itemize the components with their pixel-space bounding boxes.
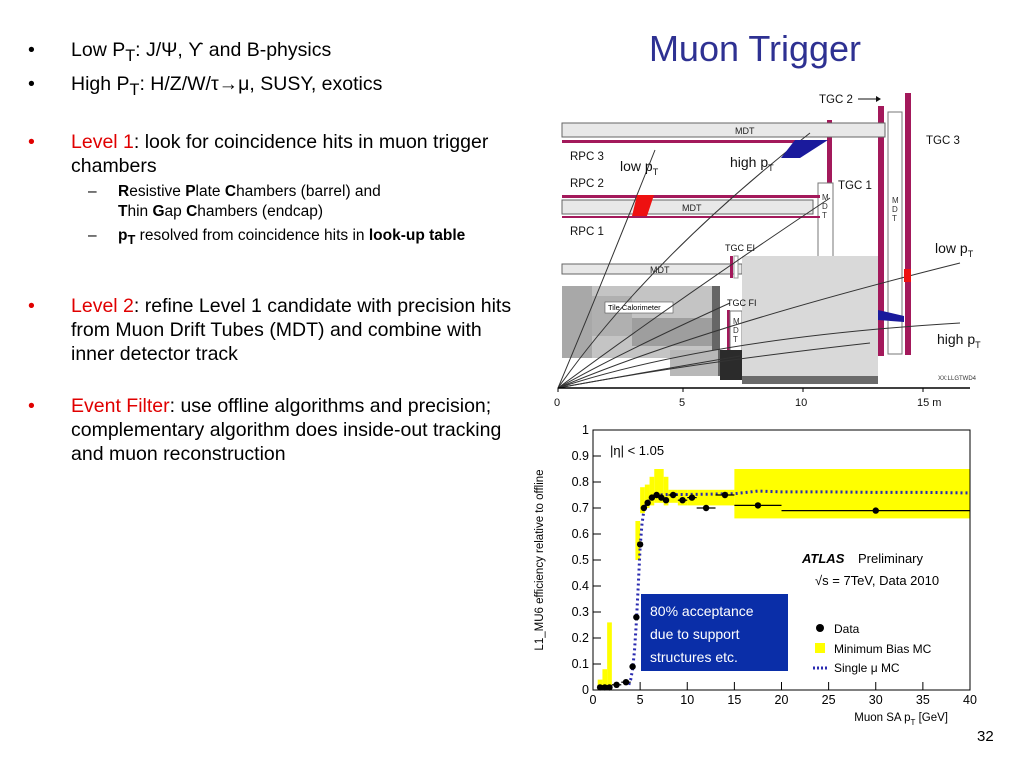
mdt-outer-label: M: [892, 196, 899, 205]
bullet-low-pt: • Low $P_T$: J/Ψ, ϒ and B-physics: [28, 39, 332, 65]
y-tick-label-7: 0.7: [571, 501, 589, 515]
sub-bullet-0-run-3: late: [195, 182, 225, 200]
sub-bullet-0-run-1: esistive: [129, 182, 186, 200]
mdt-outer-barrel-label: MDT: [735, 126, 755, 136]
data-point-6: [633, 614, 639, 620]
label-tgc3: TGC 3: [926, 135, 960, 147]
sub-bullet-1-run-1: T: [127, 231, 136, 247]
data-point-17: [703, 505, 709, 511]
svg-text:T: T: [822, 211, 827, 220]
label-rpc2: RPC 2: [570, 178, 604, 190]
axis-tick-15m: 15 m: [917, 397, 942, 409]
label-tgc1: TGC 1: [838, 180, 872, 192]
min-bias-band-2: [607, 622, 612, 690]
legend-min-bias-marker: [815, 643, 825, 653]
label-rpc1: RPC 1: [570, 226, 604, 238]
mdt-outer-barrel: [562, 123, 885, 137]
x-tick-label-4: 20: [774, 693, 789, 707]
sub-bullet-1-run-2: resolved from coincidence hits in: [135, 226, 369, 244]
y-tick-label-9: 0.9: [571, 449, 589, 463]
mdt-middle-barrel-label: MDT: [682, 203, 702, 213]
label-rpc3: RPC 3: [570, 151, 604, 163]
data-point-16: [689, 494, 695, 500]
sub-bullet-lookup: – $p_T$ resolved from coincidence hits in look-up table: [88, 226, 466, 247]
preliminary-label: Preliminary: [858, 551, 924, 566]
label-low-pt-endcap: low $p_T$: [935, 240, 974, 259]
x-tick-label-8: 40: [963, 693, 977, 707]
page-number: 32: [977, 728, 994, 745]
svg-text:T: T: [733, 335, 738, 344]
bullet-level-2: • Level 2: refine Level 1 candidate with precision hits from Muon Drift Tubes (MDT) and combine with inner detector track: [28, 294, 512, 365]
bullet-level-1: • Level 1: look for coincidence hits in muon trigger chambers: [28, 130, 489, 177]
legend-data: Data: [834, 622, 860, 636]
x-tick-label-7: 35: [915, 693, 930, 707]
y-tick-label-4: 0.4: [571, 579, 589, 593]
data-point-3: [613, 682, 619, 688]
y-tick-label-1: 0.1: [571, 657, 589, 671]
acceptance-note-line-2: due to support: [650, 626, 740, 642]
atlas-label: ATLAS: [802, 551, 845, 566]
data-point-18: [722, 492, 728, 498]
y-tick-label-0: 0: [582, 683, 589, 697]
efficiency-plot: [528, 420, 1018, 764]
data-point-20: [873, 507, 879, 513]
legend-single-mu: Single μ MC: [834, 661, 900, 675]
data-point-5: [629, 663, 635, 669]
y-tick-label-8: 0.8: [571, 475, 589, 489]
y-tick-label-10: 1: [582, 423, 589, 437]
detector-schematic: [540, 88, 1010, 410]
x-tick-label-0: 0: [589, 693, 597, 707]
label-high-pt-barrel: high $p_T$: [730, 154, 774, 173]
sub-bullet-1-run-0: p: [118, 226, 128, 244]
x-tick-label-2: 10: [680, 693, 695, 707]
legend: [813, 622, 932, 675]
sub-bullet-0-run-12: hambers (endcap): [197, 202, 324, 220]
sub-bullet-0-run-0: R: [118, 182, 130, 200]
endcap-calorimeter: [742, 256, 878, 376]
data-point-7: [637, 541, 643, 547]
svg-text:D: D: [733, 326, 739, 335]
data-point-9: [644, 500, 650, 506]
tgc3-chamber: [905, 93, 911, 355]
sub-bullet-0-run-4: C: [224, 182, 237, 200]
sub-bullet-0-run-9: G: [152, 202, 165, 220]
y-tick-label-5: 0.5: [571, 553, 589, 567]
low-pt-window-endcap: [904, 269, 911, 282]
rpc2-chamber: [562, 195, 820, 198]
sub-bullet-0-run-11: C: [186, 202, 198, 220]
rpc1-chamber: [562, 216, 820, 218]
svg-text:D: D: [892, 205, 898, 214]
svg-text:D: D: [822, 202, 828, 211]
sub-bullet-0-run-2: P: [185, 182, 196, 200]
data-point-15: [679, 497, 685, 503]
data-point-13: [663, 497, 669, 503]
svg-text:M: M: [733, 317, 740, 326]
svg-text:T: T: [892, 214, 897, 223]
y-tick-label-6: 0.6: [571, 527, 589, 541]
x-tick-label-6: 30: [868, 693, 883, 707]
sub-bullet-0-run-5: hambers (barrel) and: [236, 182, 381, 200]
sub-bullet-1-run-3: look-up table: [368, 226, 466, 244]
x-tick-label-3: 15: [727, 693, 742, 707]
legend-data-marker: [816, 624, 824, 632]
x-tick-label-5: 25: [821, 693, 836, 707]
axis-tick-5: 5: [679, 397, 686, 409]
y-tick-label-3: 0.3: [571, 605, 589, 619]
x-tick-label-1: 5: [636, 693, 644, 707]
acceptance-note-line-1: 80% acceptance: [650, 603, 754, 619]
sub-bullet-chambers: – Resistive Plate Chambers (barrel) and Thin Gap Chambers (endcap): [88, 182, 381, 220]
data-point-14: [670, 492, 676, 498]
bullet-list: [28, 38, 528, 466]
eta-cut-label: |η| < 1.05: [610, 443, 665, 458]
slide-title: Muon Trigger: [648, 28, 862, 69]
x-axis-label: Muon SA $p_T$ [GeV]: [854, 712, 948, 727]
svg-text:M: M: [822, 193, 829, 202]
sub-bullet-0-run-8: hin: [127, 202, 153, 220]
y-axis-label: L1_MU6 efficiency relative to offline: [534, 469, 546, 651]
label-tgc-ei: TGC EI: [725, 243, 756, 253]
bullet-high-pt: • High $P_T$: H/Z/W/τ→μ, SUSY, exotics: [28, 72, 383, 99]
tile-calorimeter-label: Tile Calorimeter: [608, 303, 661, 312]
axis-tick-10: 10: [795, 397, 808, 409]
label-low-pt-barrel: low $p_T$: [620, 158, 659, 177]
acceptance-note-line-3: structures etc.: [650, 649, 738, 665]
legend-min-bias: Minimum Bias MC: [834, 642, 932, 656]
energy-label: √s = 7TeV, Data 2010: [815, 573, 940, 588]
sub-bullet-0-run-7: T: [118, 202, 128, 220]
label-tgc-fi: TGC FI: [727, 298, 757, 308]
data-point-8: [641, 505, 647, 511]
y-tick-label-2: 0.2: [571, 631, 589, 645]
mdt-inner-barrel-label: MDT: [650, 265, 670, 275]
rpc3-chamber: [562, 140, 820, 143]
data-point-4: [623, 679, 629, 685]
axis-tick-0: 0: [554, 397, 561, 409]
data-point-19: [755, 502, 761, 508]
figure-credit: XX:LLGTWD4: [938, 376, 977, 382]
label-high-pt-endcap: high $p_T$: [937, 331, 981, 350]
tgc-ei-chamber: [730, 256, 733, 278]
bullet-event-filter: • Event Filter: use offline algorithms and precision; complementary algorithm does inside-out tracking and muon reconstruction: [28, 394, 502, 465]
label-tgc2: TGC 2: [819, 94, 853, 106]
sub-bullet-0-run-10: ap: [164, 202, 187, 220]
